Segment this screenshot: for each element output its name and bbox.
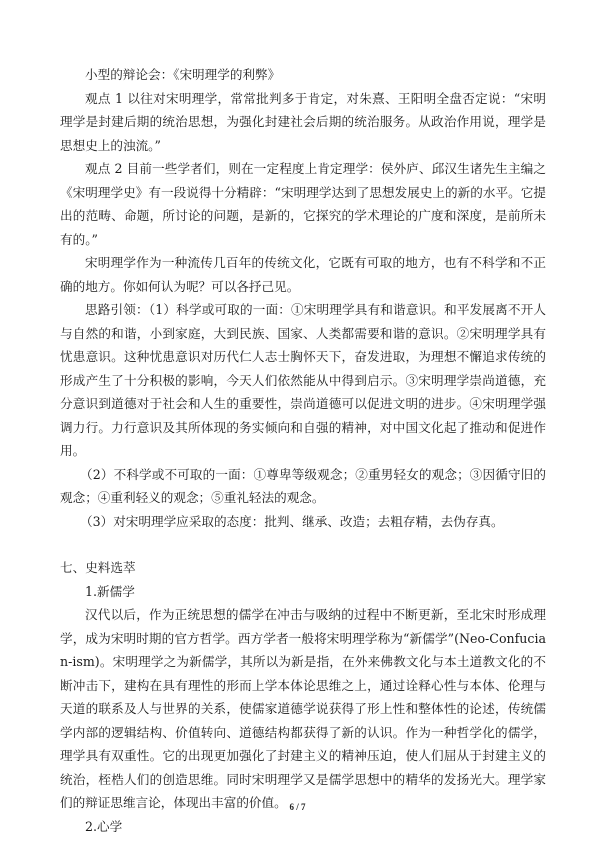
debate-question: 宋明理学作为一种流传几百年的传统文化，它既有可取的地方，也有不科学和不正确的地方。你如何认为呢？可以各抒己见。: [60, 255, 546, 294]
page-content: [60, 63, 546, 838]
section-paragraph: 汉代以后，作为正统思想的儒学在冲击与吸纳的过程中不断更新，至北宋时形成理学，成为宋明时期的官方哲学。西方学者一般将宋明理学称为“新儒学”(Neo-Confucian-ism)。宋明理学之为新儒学，其所以为新是指，在外来佛教文化与本土道教文化的不断冲击下，建构在具有理性的形而上学本体论思维之上，通过诠释心性与本体、伦理与天道的联系及人与世界的关系，使儒家道德学说获得了形上性和整体性的论述，传统儒学内部的逻辑结构、价值转向、道德结构都获得了新的认识。作为一种哲学化的儒学，理学具有双重性。它的出现更加强化了封建主义的精神压迫，使人们屈从于封建主义的统治，桎梏人们的创造思维。同时宋明理学又是儒学思想中的精华的发扬光大。理学家们的辩证思维言论，体现出丰富的价值。: [60, 607, 546, 810]
viewpoint-2: 观点 2 目前一些学者们，则在一定程度上肯定理学：侯外庐、邱汉生诸先生主编之《宋明理学史》有一段说得十分精辟：“宋明理学达到了思想发展史上的新的水平。它提出的范畴、命题，所讨论的问题，是新的，它探究的学术理论的广度和深度，是前所未有的。”: [60, 161, 546, 247]
subheading-xinxue: 2.心学: [85, 818, 123, 834]
guide-paragraph-2: （2）不科学或不可取的一面：①尊卑等级观念；②重男轻女的观念；③因循守旧的观念；④重利轻义的观念；⑤重礼轻法的观念。: [60, 466, 546, 505]
section-heading: 七、史料选萃: [60, 560, 136, 575]
guide-paragraph-3: （3）对宋明理学应采取的态度：批判、继承、改造；去粗存精，去伪存真。: [80, 513, 504, 529]
viewpoint-1: 观点 1 以往对宋明理学，常常批判多于肯定，对朱熹、王阳明全盘否定说：“宋明理学是封建后期的统治思想，为强化封建社会后期的统治服务。从政治作用说，理学是思想史上的浊流。”: [60, 90, 546, 153]
section-spacer: [60, 533, 546, 556]
debate-title: 小型的辩论会：《宋明理学的利弊》: [85, 67, 281, 82]
page-number: 6 / 7: [289, 802, 306, 812]
guide-paragraph-1: 思路引领：（1）科学或可取的一面：①宋明理学具有和谐意识。和平发展离不开人与自然的和谐，小到家庭，大到民族、国家、人类都需要和谐的意识。②宋明理学具有忧患意识。这种忧患意识对历代仁人志士胸怀天下，奋发进取，为理想不懈追求传统的形成产生了十分积极的影响，今天人们依然能从中得到启示。③宋明理学崇尚道德，充分意识到道德对于社会和人生的重要性，崇尚道德可以促进文明的进步。④宋明理学强调力行。力行意识及其所体现的务实倾向和自强的精神，对中国文化起了推动和促进作用。: [60, 302, 546, 458]
subheading-new-confucianism: 1.新儒学: [85, 583, 135, 599]
